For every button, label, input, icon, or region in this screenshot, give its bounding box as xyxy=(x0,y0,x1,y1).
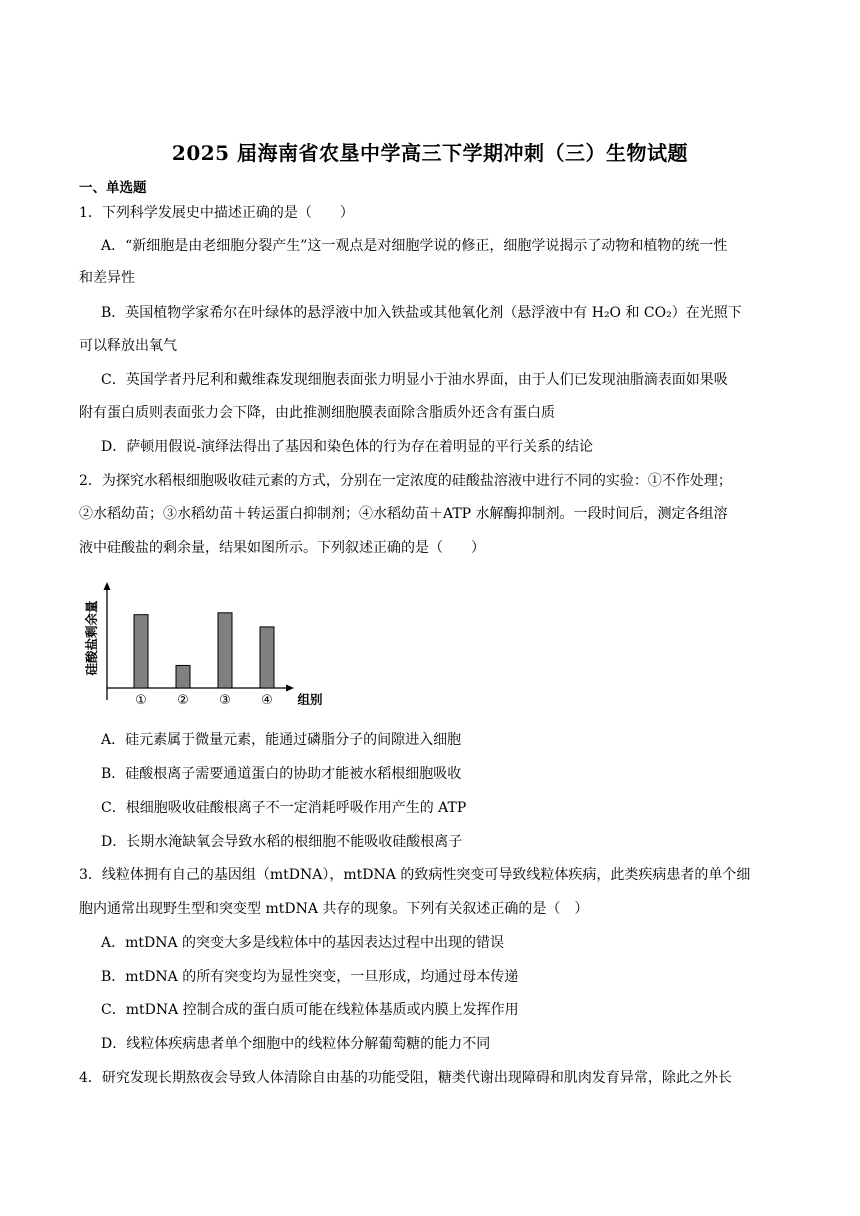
bar-3 xyxy=(218,613,232,688)
x-axis-label: 组别 xyxy=(297,692,323,707)
question-3-option-b: B．mtDNA 的所有突变均为显性突变，一旦形成，均通过母本传递 xyxy=(101,969,519,985)
bar-4 xyxy=(260,627,274,688)
page-title: 2025 届海南省农垦中学高三下学期冲刺（三）生物试题 xyxy=(171,141,689,165)
bar-2 xyxy=(176,665,190,688)
question-2-option-d: D．长期水淹缺氧会导致水稻的根细胞不能吸收硅酸根离子 xyxy=(101,834,463,850)
question-1-option-c-cont: 附有蛋白质则表面张力会下降，由此推测细胞膜表面除含脂质外还含有蛋白质 xyxy=(79,405,555,421)
bar-1 xyxy=(134,615,148,688)
x-tick-label-3: ③ xyxy=(219,693,231,708)
question-2-stem-line-3: 液中硅酸盐的剩余量，结果如图所示。下列叙述正确的是（ ） xyxy=(79,540,485,556)
question-3-stem-line-1: 3．线粒体拥有自己的基因组（mtDNA），mtDNA 的致病性突变可导致线粒体疾病，此类疾病患者的单个细 xyxy=(79,867,751,883)
question-1-option-b-cont: 可以释放出氧气 xyxy=(79,338,177,354)
question-1-option-c: C．英国学者丹尼利和戴维森发现细胞表面张力明显小于油水界面，由于人们已发现油脂滴表面如果吸 xyxy=(101,372,728,388)
question-1-option-d: D．萨顿用假说-演绎法得出了基因和染色体的行为存在着明显的平行关系的结论 xyxy=(101,439,593,455)
question-4-stem-line-1: 4．研究发现长期熬夜会导致人体清除自由基的功能受阻，糖类代谢出现障碍和肌肉发育异常，除此之外长 xyxy=(79,1070,732,1086)
section-heading: 一、单选题 xyxy=(79,180,147,196)
x-tick-label-1: ① xyxy=(135,693,147,708)
question-2-option-c: C．根细胞吸收硅酸根离子不一定消耗呼吸作用产生的 ATP xyxy=(101,800,467,816)
x-tick-label-4: ④ xyxy=(261,693,273,708)
question-3-option-c: C．mtDNA 控制合成的蛋白质可能在线粒体基质或内膜上发挥作用 xyxy=(101,1002,519,1018)
question-1-option-b: B．英国植物学家希尔在叶绿体的悬浮液中加入铁盐或其他氧化剂（悬浮液中有 H₂O 和 CO₂）在光照下 xyxy=(101,305,742,321)
question-3-option-d: D．线粒体疾病患者单个细胞中的线粒体分解葡萄糖的能力不同 xyxy=(101,1036,491,1052)
question-3-stem-line-2: 胞内通常出现野生型和突变型 mtDNA 共存的现象。下列有关叙述正确的是（ ） xyxy=(79,901,589,917)
question-1-option-a: A．“新细胞是由老细胞分裂产生”这一观点是对细胞学说的修正，细胞学说揭示了动物和植物的统一性 xyxy=(101,238,728,254)
question-1-option-a-cont: 和差异性 xyxy=(79,270,135,286)
question-2-option-b: B．硅酸根离子需要通道蛋白的协助才能被水稻根细胞吸收 xyxy=(101,766,462,782)
question-1-stem: 1．下列科学发展史中描述正确的是（ ） xyxy=(79,205,354,221)
bar-chart xyxy=(84,580,344,710)
x-tick-label-2: ② xyxy=(177,693,189,708)
x-axis-arrow xyxy=(286,685,294,692)
y-axis-label: 硅酸盐剩余量 xyxy=(84,600,99,676)
question-2-stem-line-1: 2．为探究水稻根细胞吸收硅元素的方式，分别在一定浓度的硅酸盐溶液中进行不同的实验：①不作处理； xyxy=(79,473,732,489)
question-2-stem-line-2: ②水稻幼苗；③水稻幼苗＋转运蛋白抑制剂；④水稻幼苗＋ATP 水解酶抑制剂。一段时间后，测定各组溶 xyxy=(79,506,728,522)
question-3-option-a: A．mtDNA 的突变大多是线粒体中的基因表达过程中出现的错误 xyxy=(101,935,505,951)
y-axis-arrow xyxy=(104,582,111,590)
question-2-option-a: A．硅元素属于微量元素，能通过磷脂分子的间隙进入细胞 xyxy=(101,732,462,748)
